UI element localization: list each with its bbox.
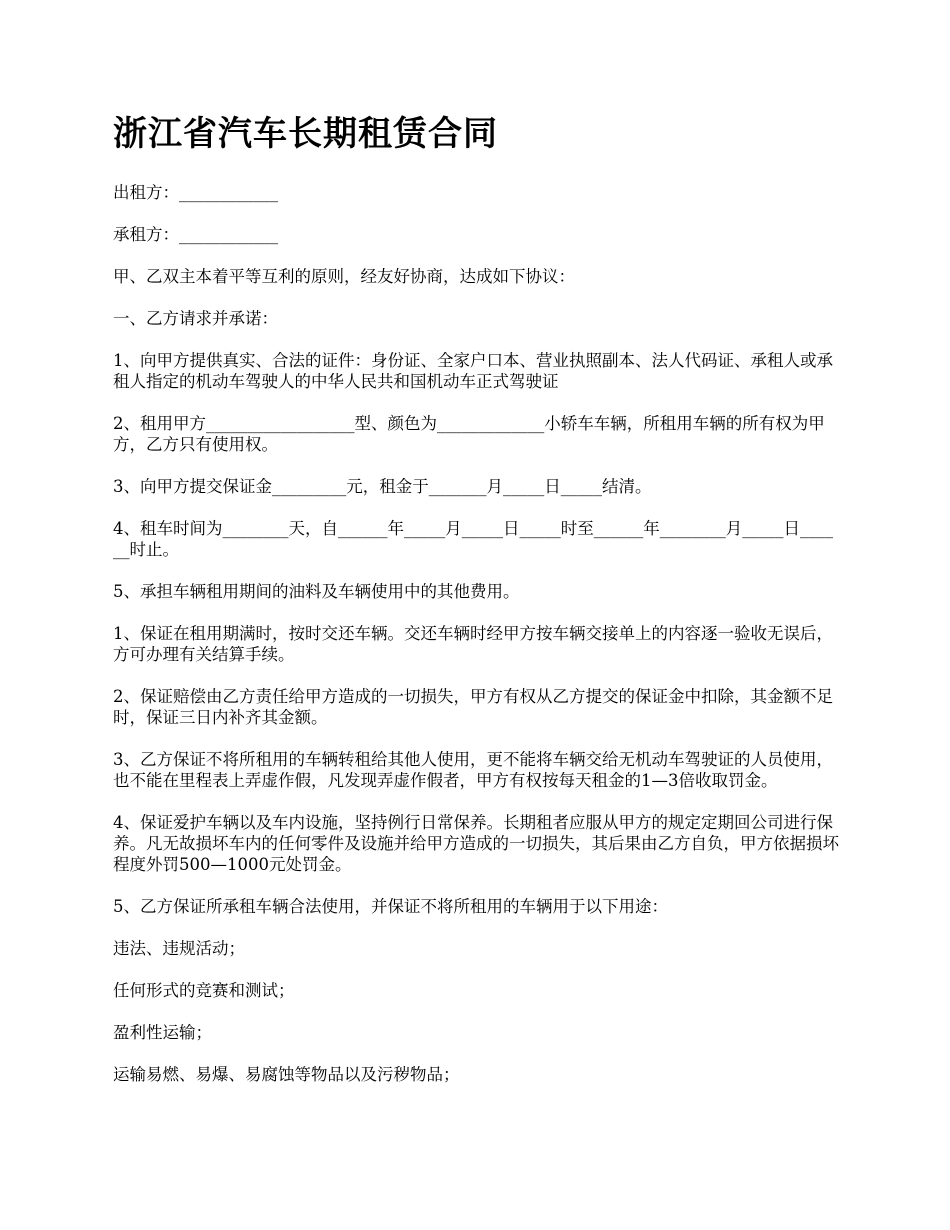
lessor-line: 出租方：____________ — [113, 183, 278, 202]
clause-paragraph: 2、保证赔偿由乙方责任给甲方造成的一切损失，甲方有权从乙方提交的保证金中扣除，其金额不足时，保证三日内补齐其金额。 — [113, 687, 833, 727]
preamble-paragraph: 甲、乙双主本着平等互利的原则，经友好协商，达成如下协议： — [113, 267, 575, 286]
section-heading: 一、乙方请求并承诺： — [113, 309, 278, 328]
document-title: 浙江省汽车长期租赁合同 — [113, 114, 498, 154]
list-item: 任何形式的竞赛和测试； — [113, 981, 295, 1000]
clause-paragraph: 2、租用甲方__________________型、颜色为_____________小轿车车辆，所租用车辆的所有权为甲方，乙方只有使用权。 — [113, 414, 825, 454]
clause-paragraph: 5、承担车辆租用期间的油料及车辆使用中的其他费用。 — [113, 582, 520, 601]
clause-paragraph: 4、保证爱护车辆以及车内设施，坚持例行日常保养。长期租者应服从甲方的规定定期回公司进行保养。凡无故损坏车内的任何零件及设施并给甲方造成的一切损失，其后果由乙方自负，甲方依据损坏程度外罚500—1000元处罚金。 — [113, 813, 839, 874]
list-item: 运输易燃、易爆、易腐蚀等物品以及污秽物品； — [113, 1065, 460, 1084]
clause-paragraph: 4、租车时间为________天，自______年_____月_____日_____时至______年________月_____日______时止。 — [113, 519, 833, 559]
list-item: 盈利性运输； — [113, 1023, 212, 1042]
lessee-line: 承租方：____________ — [113, 225, 278, 244]
clause-paragraph: 1、保证在租用期满时，按时交还车辆。交还车辆时经甲方按车辆交接单上的内容逐一验收无误后，方可办理有关结算手续。 — [113, 624, 833, 664]
clause-paragraph: 3、乙方保证不将所租用的车辆转租给其他人使用，更不能将车辆交给无机动车驾驶证的人员使用，也不能在里程表上弄虚作假，凡发现弄虚作假者，甲方有权按每天租金的1—3倍收取罚金。 — [113, 750, 833, 790]
document-page — [113, 112, 841, 1106]
clause-paragraph: 1、向甲方提供真实、合法的证件：身份证、全家户口本、营业执照副本、法人代码证、承租人或承租人指定的机动车驾驶人的中华人民共和国机动车正式驾驶证 — [113, 351, 833, 391]
clause-paragraph: 5、乙方保证所承租车辆合法使用，并保证不将所租用的车辆用于以下用途： — [113, 897, 668, 916]
clause-paragraph: 3、向甲方提交保证金_________元，租金于_______月_____日_____结清。 — [113, 477, 652, 496]
list-item: 违法、违规活动； — [113, 939, 245, 958]
